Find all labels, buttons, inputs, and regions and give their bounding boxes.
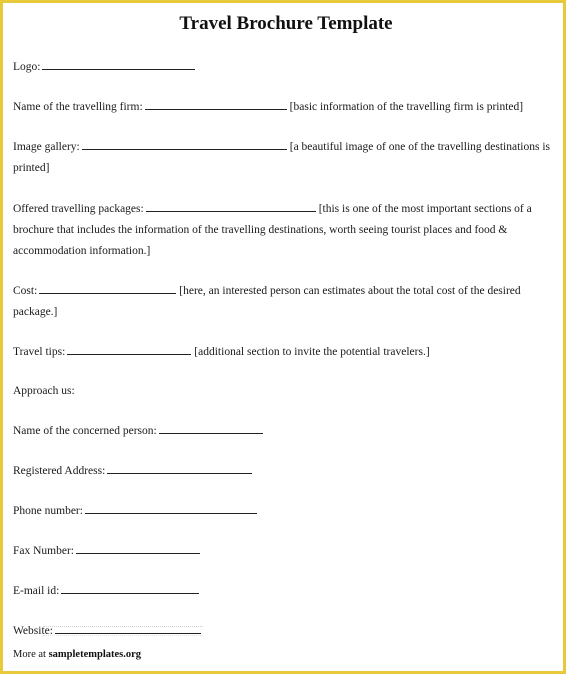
blank-line: [107, 460, 252, 474]
field-label: Phone number:: [13, 505, 83, 517]
footer-prefix: More at: [13, 649, 46, 660]
field-image-gallery: [13, 136, 563, 179]
field-note: [here, an interested person can estimates about the total cost of the desired package.]: [13, 285, 521, 318]
field-label: Travel tips:: [13, 346, 66, 358]
field-firm-name: [13, 96, 563, 118]
blank-line: [85, 500, 257, 514]
field-label: Name of the travelling firm:: [13, 101, 143, 113]
field-note: [a beautiful image of one of the travelling destinations is printed]: [13, 141, 551, 174]
field-label: Offered travelling packages:: [13, 203, 144, 215]
footer-credit: [13, 649, 141, 660]
blank-line: [146, 198, 316, 212]
field-note: [this is one of the most important sections of a brochure that includes the information of the travelling destinations, worth seeing tourist places and food & accommodation information.]: [13, 203, 532, 257]
field-cost: [13, 280, 563, 323]
field-concerned-person: [13, 420, 563, 442]
field-label: Registered Address:: [13, 465, 106, 477]
blank-line: [42, 56, 195, 70]
field-label: Logo:: [13, 61, 41, 73]
field-fax-number: [13, 540, 563, 562]
field-label: Approach us:: [13, 385, 75, 397]
field-label: Website:: [13, 625, 53, 637]
form-fields: [13, 56, 563, 642]
field-label: Image gallery:: [13, 141, 80, 153]
field-label: E-mail id:: [13, 585, 60, 597]
footer-site-link[interactable]: sampletemplates.org: [48, 649, 142, 660]
faint-watermark: [43, 626, 203, 636]
document-title: Travel Brochure Template: [179, 13, 393, 34]
field-label: Name of the concerned person:: [13, 425, 157, 437]
blank-line: [67, 341, 191, 355]
blank-line: [159, 420, 263, 434]
field-travel-tips: [13, 341, 563, 363]
field-registered-address: [13, 460, 563, 482]
field-packages: [13, 198, 563, 262]
blank-line: [61, 580, 199, 594]
field-note: [additional section to invite the potential travelers.]: [194, 346, 430, 358]
blank-line: [76, 540, 200, 554]
blank-line: [145, 96, 287, 110]
blank-line: [39, 280, 176, 294]
field-logo: [13, 56, 563, 78]
field-label: Fax Number:: [13, 545, 75, 557]
field-email-id: [13, 580, 563, 602]
field-label: Cost:: [13, 285, 38, 297]
field-note: [basic information of the travelling firm is printed]: [289, 101, 524, 113]
field-approach-us: [13, 381, 563, 402]
blank-line: [82, 136, 287, 150]
field-phone-number: [13, 500, 563, 522]
